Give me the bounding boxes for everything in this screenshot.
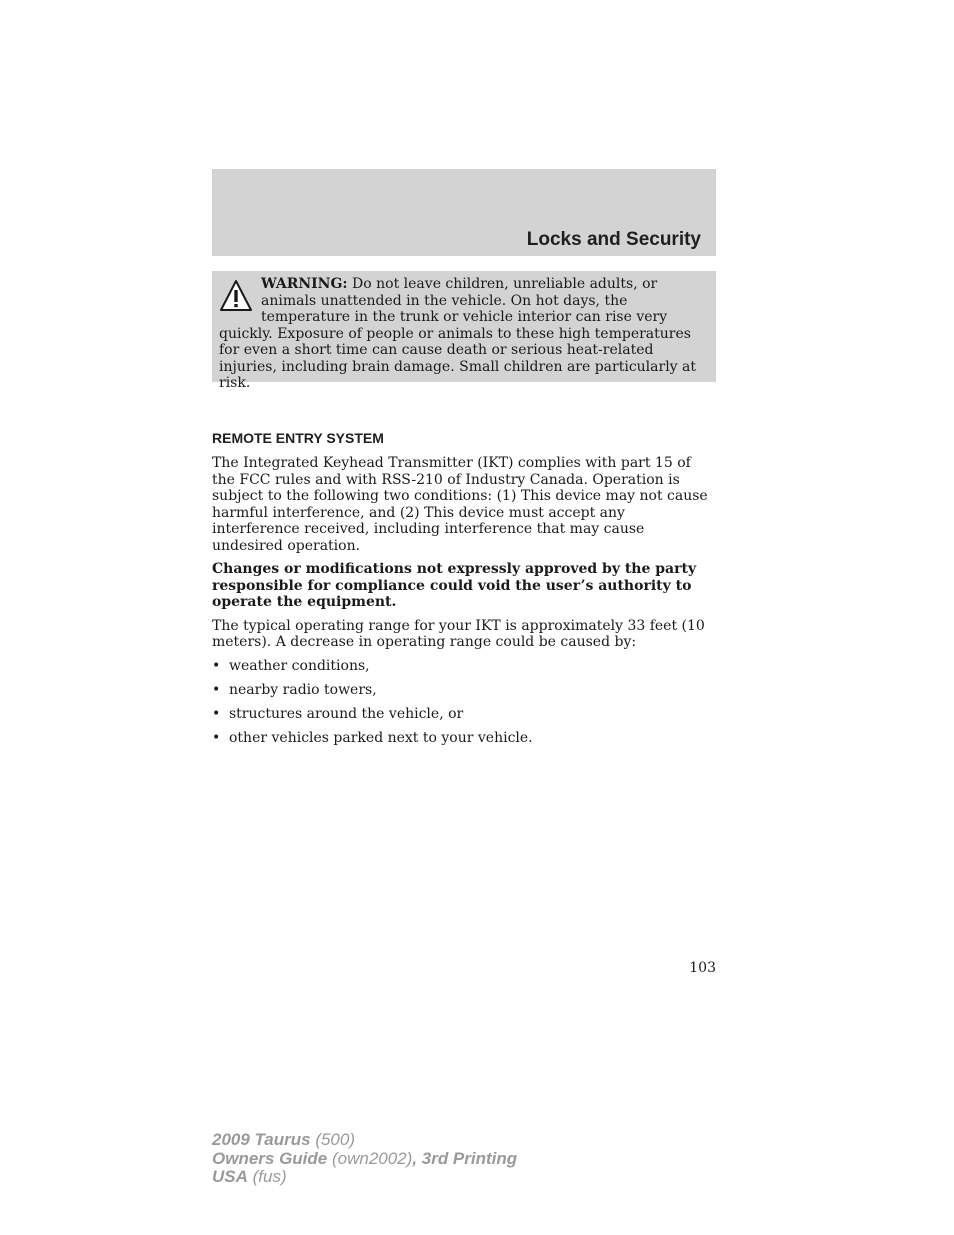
section-body — [212, 455, 717, 754]
paragraph-operating-range: The typical operating range for your IKT is approximately 33 feet (10 meters). A decrease in operating range could be caused by: — [212, 617, 705, 650]
section-heading: REMOTE ENTRY SYSTEM — [212, 430, 384, 446]
page-number: 103 — [689, 960, 716, 976]
chapter-title: Locks and Security — [526, 229, 701, 250]
bullet-icon: • — [212, 657, 221, 674]
paragraph-fcc-compliance: The Integrated Keyhead Transmitter (IKT) complies with part 15 of the FCC rules and with RSS-210 of Industry Canada. Operation is subject to the following two conditions: (1) This device may not cause harmful interference, and (2) This device must accept any interference received, including interference that may cause undesired operation. — [212, 455, 708, 554]
list-item: • structures around the vehicle, or — [212, 705, 464, 722]
warning-text: Do not leave children, unreliable adults, or animals unattended in the vehicle. On hot days, the temperature in the trunk or vehicle interior can rise very quickly. Exposure of people or animals to these high temperatures for even a short time can cause death or serious heat-related injuries, including brain damage. Small children are particularly at risk. — [219, 276, 697, 391]
document-footer — [212, 1131, 517, 1187]
list-item: • nearby radio towers, — [212, 681, 377, 698]
range-factors-list — [212, 658, 717, 747]
warning-label: WARNING: — [261, 276, 348, 292]
warning-triangle-icon — [219, 279, 253, 313]
bullet-icon: • — [212, 705, 221, 722]
paragraph-modifications-notice: Changes or modifications not expressly approved by the party responsible for compliance could void the user’s authority to operate the equipment. — [212, 561, 697, 610]
warning-box — [212, 271, 716, 391]
footer-line-market: USA (fus) — [212, 1167, 287, 1186]
chapter-header-band — [212, 169, 716, 256]
footer-line-guide: Owners Guide (own2002), 3rd Printing — [212, 1148, 518, 1168]
bullet-icon: • — [212, 681, 221, 698]
bullet-icon: • — [212, 729, 221, 746]
list-item: • weather conditions, — [212, 657, 370, 674]
footer-line-model: 2009 Taurus (500) — [212, 1130, 356, 1149]
list-item: • other vehicles parked next to your vehicle. — [212, 729, 533, 746]
